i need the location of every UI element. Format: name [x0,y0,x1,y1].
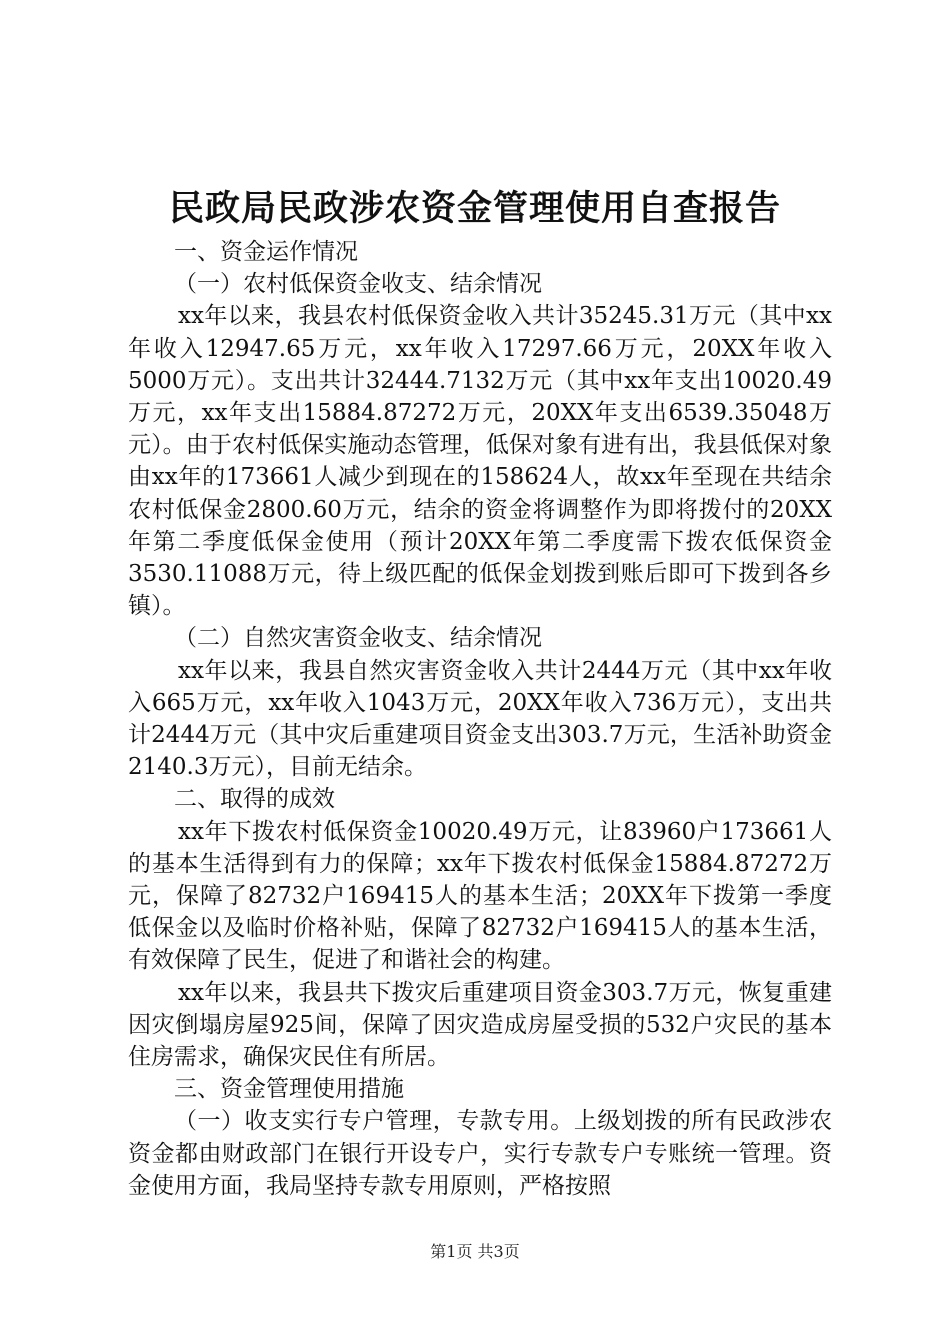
paragraph-achievements: xx年下拨农村低保资金10020.49万元，让83960户173661人的基本生活得到有力的保障；xx年下拨农村低保金15884.87272万元，保障了82732户169415人的基本生活；20XX年下拨第一季度低保金以及临时价格补贴，保障了82732户169415人的基本生活，有效保障了民生，促进了和谐社会的构建。 [128,818,832,974]
paragraph-reconstruction: xx年以来，我县共下拨灾后重建项目资金303.7万元，恢复重建因灾倒塌房屋925间，保障了因灾造成房屋受损的532户灾民的基本住房需求，确保灾民住有所居。 [128,979,832,1071]
section-heading-2: 二、取得的成效 [174,786,335,813]
subsection-heading-1-1: （一）农村低保资金收支、结余情况 [174,271,542,298]
section-heading-3: 三、资金管理使用措施 [174,1076,404,1103]
paragraph-disaster-funds: xx年以来，我县自然灾害资金收入共计2444万元（其中xx年收入665万元，xx年收入1043万元，20XX年收入736万元），支出共计2444万元（其中灾后重建项目资金支出303.7万元，生活补助资金2140.3万元），目前无结余。 [128,657,832,781]
paragraph-rural-subsidy: xx年以来，我县农村低保资金收入共计35245.31万元（其中xx年收入12947.65万元，xx年收入17297.66万元，20XX年收入5000万元）。支出共计32444.7132万元（其中xx年支出10020.49万元，xx年支出15884.87272万元，20XX年支出6539.35048万元）。由于农村低保实施动态管理，低保对象有进有出，我县低保对象由xx年的173661人减少到现在的158624人，故xx年至现在共结余农村低保金2800.60万元，结余的资金将调整作为即将拨付的20XX年第二季度低保金使用（预计20XX年第二季度需下拨农低保资金3530.11088万元，待上级匹配的低保金划拨到账后即可下拨到各乡镇）。 [128,303,832,620]
document-title: 民政局民政涉农资金管理使用自查报告 [168,188,781,229]
document-body [128,236,832,1202]
page-footer: 第1页 共3页 [430,1242,520,1261]
paragraph-management-measures: （一）收支实行专户管理，专款专用。上级划拨的所有民政涉农资金都由财政部门在银行开设专户，实行专款专户专账统一管理。资金使用方面，我局坚持专款专用原则，严格按照 [128,1108,832,1199]
section-heading-1: 一、资金运作情况 [174,239,358,265]
subsection-heading-1-2: （二）自然灾害资金收支、结余情况 [174,625,542,652]
